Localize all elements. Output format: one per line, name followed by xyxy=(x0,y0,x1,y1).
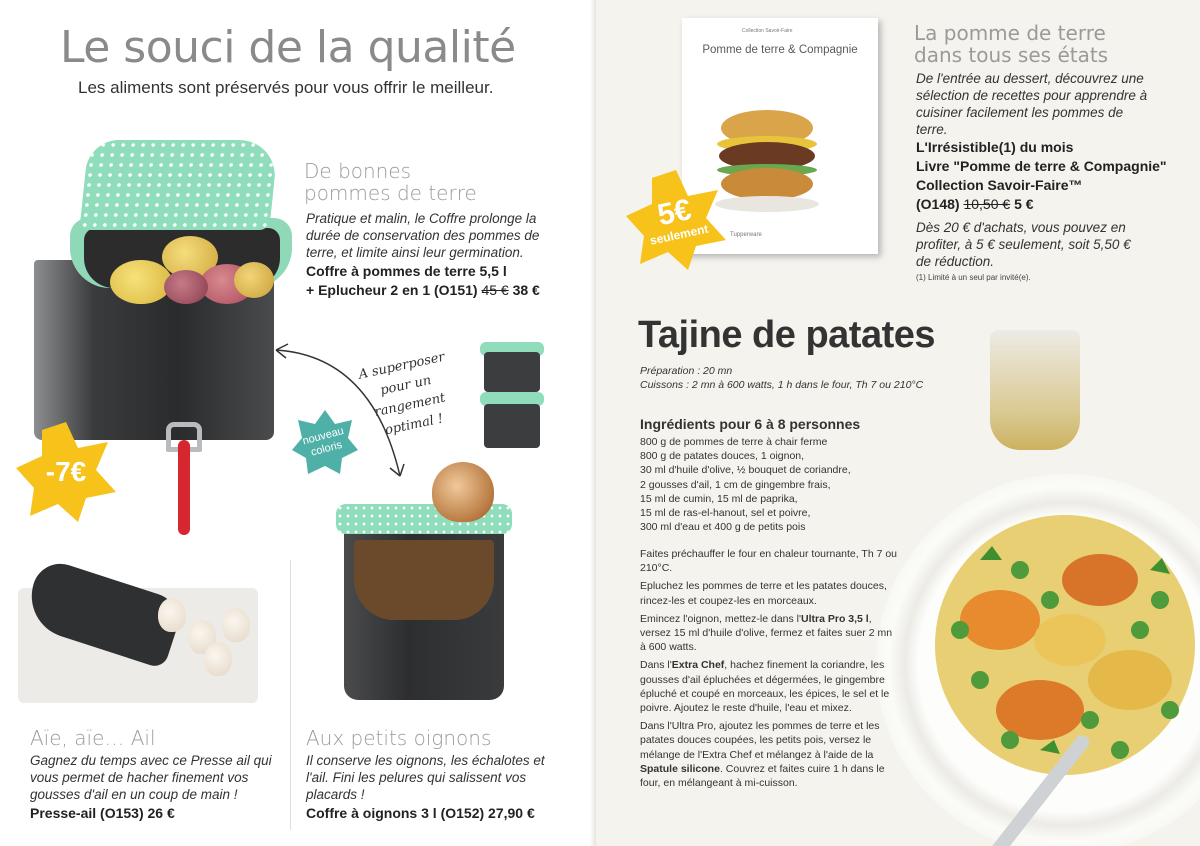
price-badge xyxy=(622,166,730,274)
potato xyxy=(164,270,208,304)
offer-price: (O148) 10,50 € 5 € xyxy=(916,196,1034,212)
page-subtitle: Les aliments sont préservés pour vous offrir le meilleur. xyxy=(78,78,494,97)
column-divider xyxy=(290,560,291,830)
stacked-boxes-image xyxy=(478,338,546,448)
price: 27,90 € xyxy=(488,805,535,821)
recipe-step: Emincez l'oignon, mettez-le dans l'Ultra Pro 3,5 l, versez 15 ml d'huile d'olive, fermez et faites suer 2 mn à 600 watts. xyxy=(640,612,893,654)
offer-line-3: Collection Savoir-Faire™ xyxy=(916,177,1083,193)
ingredient-line: 2 gousses d'ail, 1 cm de gingembre frais, xyxy=(640,478,831,491)
offer-promo: Dès 20 € d'achats, vous pouvez en profiter, à 5 € seulement, soit 5,50 € de réduction. xyxy=(916,220,1131,269)
garlic-clove xyxy=(222,608,250,642)
potatoes-description: Pratique et malin, le Coffre prolonge la durée de conservation des pommes de terre, et limite ainsi leur germination. xyxy=(306,211,540,260)
onions-price: Coffre à oignons 3 l (O152) 27,90 € xyxy=(306,805,535,821)
price-badge-amount: 5€ xyxy=(654,193,695,233)
prep-time: Préparation : 20 mn xyxy=(640,365,733,377)
offer-line-2: Livre "Pomme de terre & Compagnie" xyxy=(916,158,1167,174)
offer-heading: La pomme de terre dans tous ses états xyxy=(914,21,1109,67)
garlic-price: Presse-ail (O153) 26 € xyxy=(30,805,175,821)
cook-time: Cuissons : 2 mn à 600 watts, 1 h dans le four, Th 7 ou 210°C xyxy=(640,379,924,391)
book-series: Collection Savoir-Faire xyxy=(742,28,793,34)
garlic-clove xyxy=(158,598,186,632)
ingredient-line: 800 g de patates douces, 1 oignon, xyxy=(640,450,805,463)
ingredients-title: Ingrédients pour 6 à 8 personnes xyxy=(640,416,861,432)
old-price: 45 € xyxy=(481,282,509,298)
ingredient-line: 15 ml de cumin, 15 ml de paprika, xyxy=(640,492,798,505)
recipe-step: Epluchez les pommes de terre et les patates douces, rincez-les et coupez-les en morceaux. xyxy=(640,580,887,607)
ingredient-line: 800 g de pommes de terre à chair ferme xyxy=(640,436,828,448)
new-colors-badge xyxy=(290,408,360,478)
potatoes-price: + Eplucheur 2 en 1 (O151) 45 € 38 € xyxy=(306,282,540,298)
potato xyxy=(110,260,172,304)
potato-box-image xyxy=(14,140,284,440)
potatoes-heading: De bonnes pommes de terre xyxy=(304,159,477,205)
onions-description: Il conserve les oignons, les échalotes et l'ail. Fini les pelures qui salissent vos placards ! xyxy=(306,753,545,802)
left-page xyxy=(0,0,596,846)
discount-badge xyxy=(12,418,120,526)
new-colors-label: nouveau coloris xyxy=(301,424,346,459)
garlic-description: Gagnez du temps avec ce Presse ail qui vous permet de hacher finement vos gousses d'ail en un coup de main ! xyxy=(30,753,272,802)
price-badge-label: seulement xyxy=(648,221,710,248)
recipe-step: Dans l'Ultra Pro, ajoutez les pommes de terre et les patates douces coupées, les petits pois, versez le mélange de l'Extra Chef et mélangez à l'aide de la Spatule silicone. Couvrez et faites cuire 1 h dans le four, en mélangeant à mi-cuisson. xyxy=(640,720,885,790)
new-price: 38 € xyxy=(512,282,540,298)
book-cover-title: Pomme de terre & Compagnie xyxy=(702,44,858,56)
offer-intro: De l'entrée au dessert, découvrez une sélection de recettes pour apprendre à cuisiner facilement les pommes de terre. xyxy=(916,71,1148,137)
old-price: 10,50 € xyxy=(963,196,1011,212)
recipe-title: Tajine de patates xyxy=(638,314,936,356)
potato xyxy=(234,262,274,298)
peeler-handle xyxy=(178,440,190,535)
garlic-press-image xyxy=(8,568,268,708)
onions-heading: Aux petits oignons xyxy=(306,726,492,750)
onion-box-body xyxy=(344,530,504,700)
stacking-note: A superposer pour un rangement optimal ! xyxy=(357,349,447,439)
new-price: 5 € xyxy=(1014,196,1034,212)
garlic-heading: Aïe, aïe… Ail xyxy=(30,726,156,750)
offer-line-1: L'Irrésistible(1) du mois xyxy=(916,139,1074,155)
potatoes-product-name: Coffre à pommes de terre 5,5 l xyxy=(306,263,507,279)
offer-footnote: (1) Limité à un seul par invité(e). xyxy=(916,273,1031,282)
book-brand: Tupperware xyxy=(730,232,762,238)
potato-box-lid xyxy=(79,140,278,230)
onion xyxy=(432,462,494,522)
ingredient-line: 300 ml d'eau et 400 g de petits pois xyxy=(640,521,806,534)
glass-image xyxy=(990,330,1080,450)
price: 26 € xyxy=(147,805,175,821)
recipe-step: Faites préchauffer le four en chaleur tournante, Th 7 ou 210°C. xyxy=(640,548,898,575)
garlic-clove xyxy=(204,642,232,676)
ingredients-list xyxy=(640,435,851,534)
tajine-dish-image xyxy=(920,510,1200,780)
ingredient-line: 15 ml de ras-el-hanout, sel et poivre, xyxy=(640,507,811,520)
page-title: Le souci de la qualité xyxy=(60,22,516,73)
recipe-step: Dans l'Extra Chef, hachez finement la coriandre, les gousses d'ail épluchées et dégermées, le gingembre épluché et coupé en morceaux, les épices, le sel et le poivre. Ajoutez le reste d'huile, l'eau et mixez. xyxy=(640,659,890,715)
ingredient-line: 30 ml d'huile d'olive, ½ bouquet de coriandre, xyxy=(640,464,851,477)
recipe-times xyxy=(640,364,923,392)
discount-badge-label: -7€ xyxy=(45,456,87,487)
recipe-steps xyxy=(640,547,900,794)
onion-box-window xyxy=(354,540,494,620)
onion-box-image xyxy=(328,490,518,705)
